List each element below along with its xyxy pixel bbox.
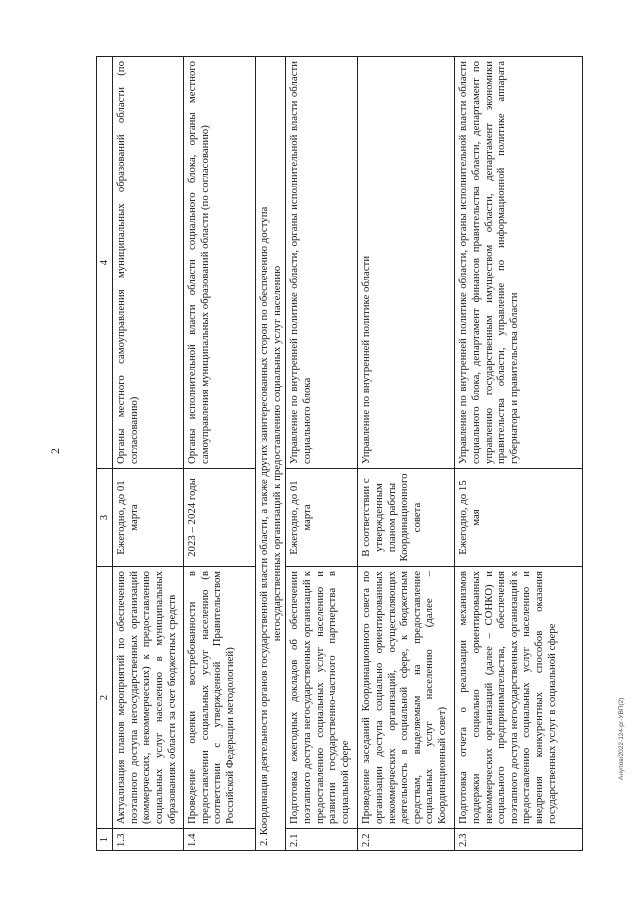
header-col-3: 3 bbox=[97, 469, 113, 567]
table-row bbox=[113, 57, 184, 851]
footer-document-code: Анупов/2022-124-рг-УВП(2) bbox=[618, 697, 625, 780]
row-deadline: Ежегодно, до 01 марта bbox=[113, 469, 184, 567]
row-responsible: Управление по внутренней политике области, органы исполнительной власти области социального блока, департамент финансов правительства области, департамент по управлению государственным имуществом области, департамент экономики правительства области, управление по информационной политике аппарата губернатора и правительства области bbox=[455, 57, 583, 469]
header-col-4: 4 bbox=[97, 57, 113, 469]
row-task: Актуализация планов мероприятий по обеспечению поэтапного доступа негосударственных организаций (коммерческих, некоммерческих) к предоставлению социальных услуг населению в муниципальных образованиях области за счет бюджетных средств bbox=[113, 567, 184, 829]
page-number: 2 bbox=[48, 448, 62, 454]
row-number: 1.4 bbox=[184, 829, 256, 851]
row-deadline: В соответствии с утвержденным планом работы Координационного совета bbox=[358, 469, 455, 567]
row-task: Проведение заседаний Координационного совета по организации доступа социально ориентированных некоммерческих организаций, осуществляющих деятельность в социальной сфере, к бюджетным средствам, выделяемым на предоставление социальных услуг населению (далее – Координационный совет) bbox=[358, 567, 455, 829]
row-number: 2.1 bbox=[286, 829, 358, 851]
row-task: Подготовка ежегодных докладов об обеспечении поэтапного доступа негосударственных организаций к предоставлению социальных услуг населению и развитии государственно-частного партнерства в социальной сфере bbox=[286, 567, 358, 829]
section-title bbox=[256, 57, 286, 851]
row-responsible: Органы исполнительной власти области социального блока, органы местного самоуправления муниципальных образований области (по согласованию) bbox=[184, 57, 256, 469]
table-row bbox=[184, 57, 256, 851]
table-row bbox=[358, 57, 455, 851]
row-responsible: Управление по внутренней политике области bbox=[358, 57, 455, 469]
row-responsible: Управление по внутренней политике области, органы исполнительной власти области социального блока bbox=[286, 57, 358, 469]
row-responsible: Органы местного самоуправления муниципальных образований области (по согласованию) bbox=[113, 57, 184, 469]
row-deadline: 2023 – 2024 годы bbox=[184, 469, 256, 567]
row-number: 2.3 bbox=[455, 829, 583, 851]
header-col-1: 1 bbox=[97, 829, 113, 851]
row-number: 1.3 bbox=[113, 829, 184, 851]
plan-table bbox=[96, 56, 583, 851]
section-header-row bbox=[256, 57, 286, 851]
section-title-line-1: 2. Координация деятельности органов государственной власти области, а также других заинтересованных сторон по обеспечению доступа bbox=[258, 206, 270, 846]
table-row bbox=[286, 57, 358, 851]
table-row bbox=[455, 57, 583, 851]
row-number: 2.2 bbox=[358, 829, 455, 851]
section-title-line-2: негосударственных организаций к предоставлению социальных услуг населению bbox=[270, 265, 283, 642]
row-task: Подготовка отчета о реализации механизмов поддержки социально ориентированных некоммерческих организаций (далее – СОНКО) и социального предпринимательства, обеспечения поэтапного доступа негосударственных организаций к предоставлению социальных услуг населению и внедрения конкурентных способов оказания государственных услуг в социальной сфере bbox=[455, 567, 583, 829]
header-col-2: 2 bbox=[97, 567, 113, 829]
row-task: Проведение оценки востребованности в предоставлении социальных услуг населению (в соответствии с утвержденной Правительством Российской Федерации методологией) bbox=[184, 567, 256, 829]
row-deadline: Ежегодно, до 15 мая bbox=[455, 469, 583, 567]
row-deadline: Ежегодно, до 01 марта bbox=[286, 469, 358, 567]
plan-table-rotated bbox=[96, 57, 583, 851]
table-header-row bbox=[97, 57, 113, 851]
